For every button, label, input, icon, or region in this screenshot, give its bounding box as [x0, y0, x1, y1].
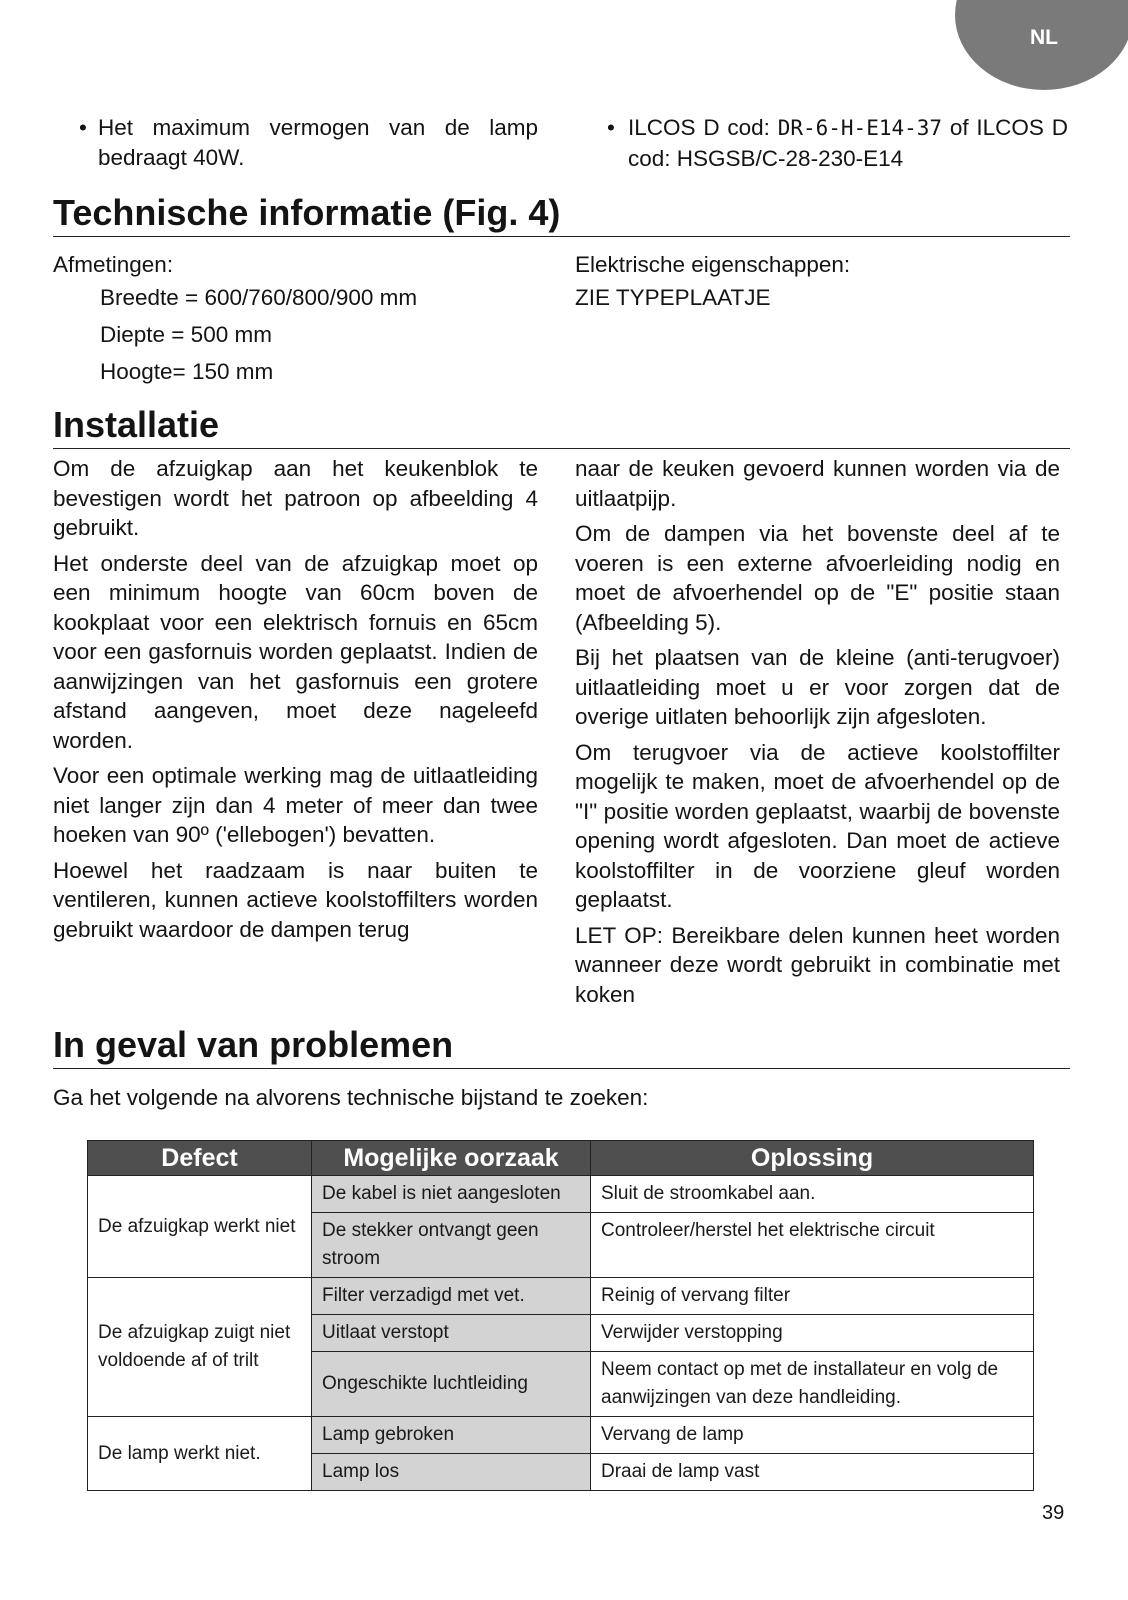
installation-paragraph: naar de keuken gevoerd kunnen worden via de uitlaatpijp. [575, 456, 1060, 511]
troubleshooting-table [87, 1140, 1034, 1491]
cause-cell: Ongeschikte luchtleiding [312, 1352, 591, 1417]
problems-intro: Ga het volgende na alvorens technische bijstand te zoeken: [53, 1085, 649, 1110]
installation-paragraph: Om de afzuigkap aan het keukenblok te bevestigen wordt het patroon op afbeelding 4 gebruikt. [53, 456, 538, 540]
dimension-height: Hoogte= 150 mm [100, 359, 274, 384]
solution-cell: Draai de lamp vast [591, 1454, 1034, 1491]
installation-paragraph: Bij het plaatsen van de kleine (anti-terugvoer) uitlaatleiding moet u er voor zorgen dat de overige uitlaten behoorlijk zijn afgesloten. [575, 645, 1060, 729]
electrical-block [575, 250, 850, 316]
installation-paragraph: Om de dampen via het bovenste deel af te voeren is een externe afvoerleiding nodig en moet de afvoerhendel op de "E" positie staan (Afbeelding 5). [575, 521, 1060, 635]
lamp-power-bullet [53, 113, 538, 172]
installation-right-column [575, 454, 1060, 1015]
technical-info-heading: Technische informatie (Fig. 4) [53, 192, 1070, 237]
cause-cell: Filter verzadigd met vet. [312, 1278, 591, 1315]
page-number: 39 [1042, 1502, 1065, 1524]
installation-paragraph: Hoewel het raadzaam is naar buiten te ventileren, kunnen actieve koolstoffilters worden gebruikt waardoor de dampen terug [53, 857, 538, 942]
installation-left-column [53, 454, 538, 950]
cause-cell: Lamp los [312, 1454, 591, 1491]
header-defect: Defect [88, 1141, 312, 1176]
electrical-label: Elektrische eigenschappen: [575, 252, 851, 277]
dimensions-block [53, 250, 417, 390]
header-cause: Mogelijke oorzaak [312, 1141, 591, 1176]
ilcos-code: DR-6-H-E14-37 [777, 116, 943, 140]
dimension-width: Breedte = 600/760/800/900 mm [100, 285, 418, 310]
electrical-value: ZIE TYPEPLAATJE [575, 285, 771, 310]
installation-paragraph: Om terugvoer via de actieve koolstoffilter mogelijk te maken, moet de afvoerhendel op de "I" positie worden geplaatst, waarbij de bovenste opening wordt afgesloten. Dan moet de actieve koolstoffilter in de voorziene gleuf worden geplaatst. [575, 739, 1060, 912]
installation-paragraph: Het onderste deel van de afzuigkap moet op een minimum hoogte van 60cm boven de kookplaat voor een elektrisch fornuis en 65cm voor een gasfornuis worden geplaatst. Indien de aanwijzingen van het gasfornuis een grotere afstand aangeven, moet deze nageleefd worden. [53, 550, 538, 753]
ilcos-prefix: ILCOS D cod: [628, 115, 778, 140]
solution-cell: Vervang de lamp [591, 1417, 1034, 1454]
defect-cell: De lamp werkt niet. [88, 1417, 312, 1491]
language-label: NL [1030, 26, 1058, 49]
table-row [88, 1417, 1034, 1454]
dimensions-label: Afmetingen: [53, 252, 174, 277]
table-header-row [88, 1141, 1034, 1176]
solution-cell: Sluit de stroomkabel aan. [591, 1176, 1034, 1213]
table-row [88, 1176, 1034, 1213]
installation-heading: Installatie [53, 404, 1070, 449]
installation-paragraph: Voor een optimale werking mag de uitlaatleiding niet langer zijn dan 4 meter of meer dan twee hoeken van 90º ('ellebogen') bevatten. [53, 763, 538, 847]
solution-cell: Verwijder verstopping [591, 1315, 1034, 1352]
cause-cell: De kabel is niet aangesloten [312, 1176, 591, 1213]
solution-cell: Neem contact op met de installateur en volg de aanwijzingen van deze handleiding. [591, 1352, 1034, 1417]
installation-paragraph: LET OP: Bereikbare delen kunnen heet worden wanneer deze wordt gebruikt in combinatie met koken [575, 922, 1060, 1007]
cause-cell: Uitlaat verstopt [312, 1315, 591, 1352]
solution-cell: Reinig of vervang filter [591, 1278, 1034, 1315]
bullet-icon: • [607, 115, 615, 140]
ilcos-text [628, 113, 1068, 173]
ilcos-rest: of ILCOS D cod: HSGSB/C-28-230-E14 [628, 115, 1068, 171]
header-solution: Oplossing [591, 1141, 1034, 1176]
dimension-depth: Diepte = 500 mm [100, 322, 272, 347]
cause-cell: Lamp gebroken [312, 1417, 591, 1454]
bullet-icon: • [79, 115, 87, 140]
lamp-power-text: Het maximum vermogen van de lamp bedraagt 40W. [98, 115, 538, 170]
cause-cell: De stekker ontvangt geen stroom [312, 1213, 591, 1278]
defect-cell: De afzuigkap werkt niet [88, 1176, 312, 1278]
problems-heading: In geval van problemen [53, 1024, 1070, 1069]
defect-cell: De afzuigkap zuigt niet voldoende af of trilt [88, 1278, 312, 1417]
ilcos-bullet [583, 113, 1068, 173]
table-row [88, 1278, 1034, 1315]
language-tab [955, 0, 1128, 90]
solution-cell: Controleer/herstel het elektrische circuit [591, 1213, 1034, 1278]
